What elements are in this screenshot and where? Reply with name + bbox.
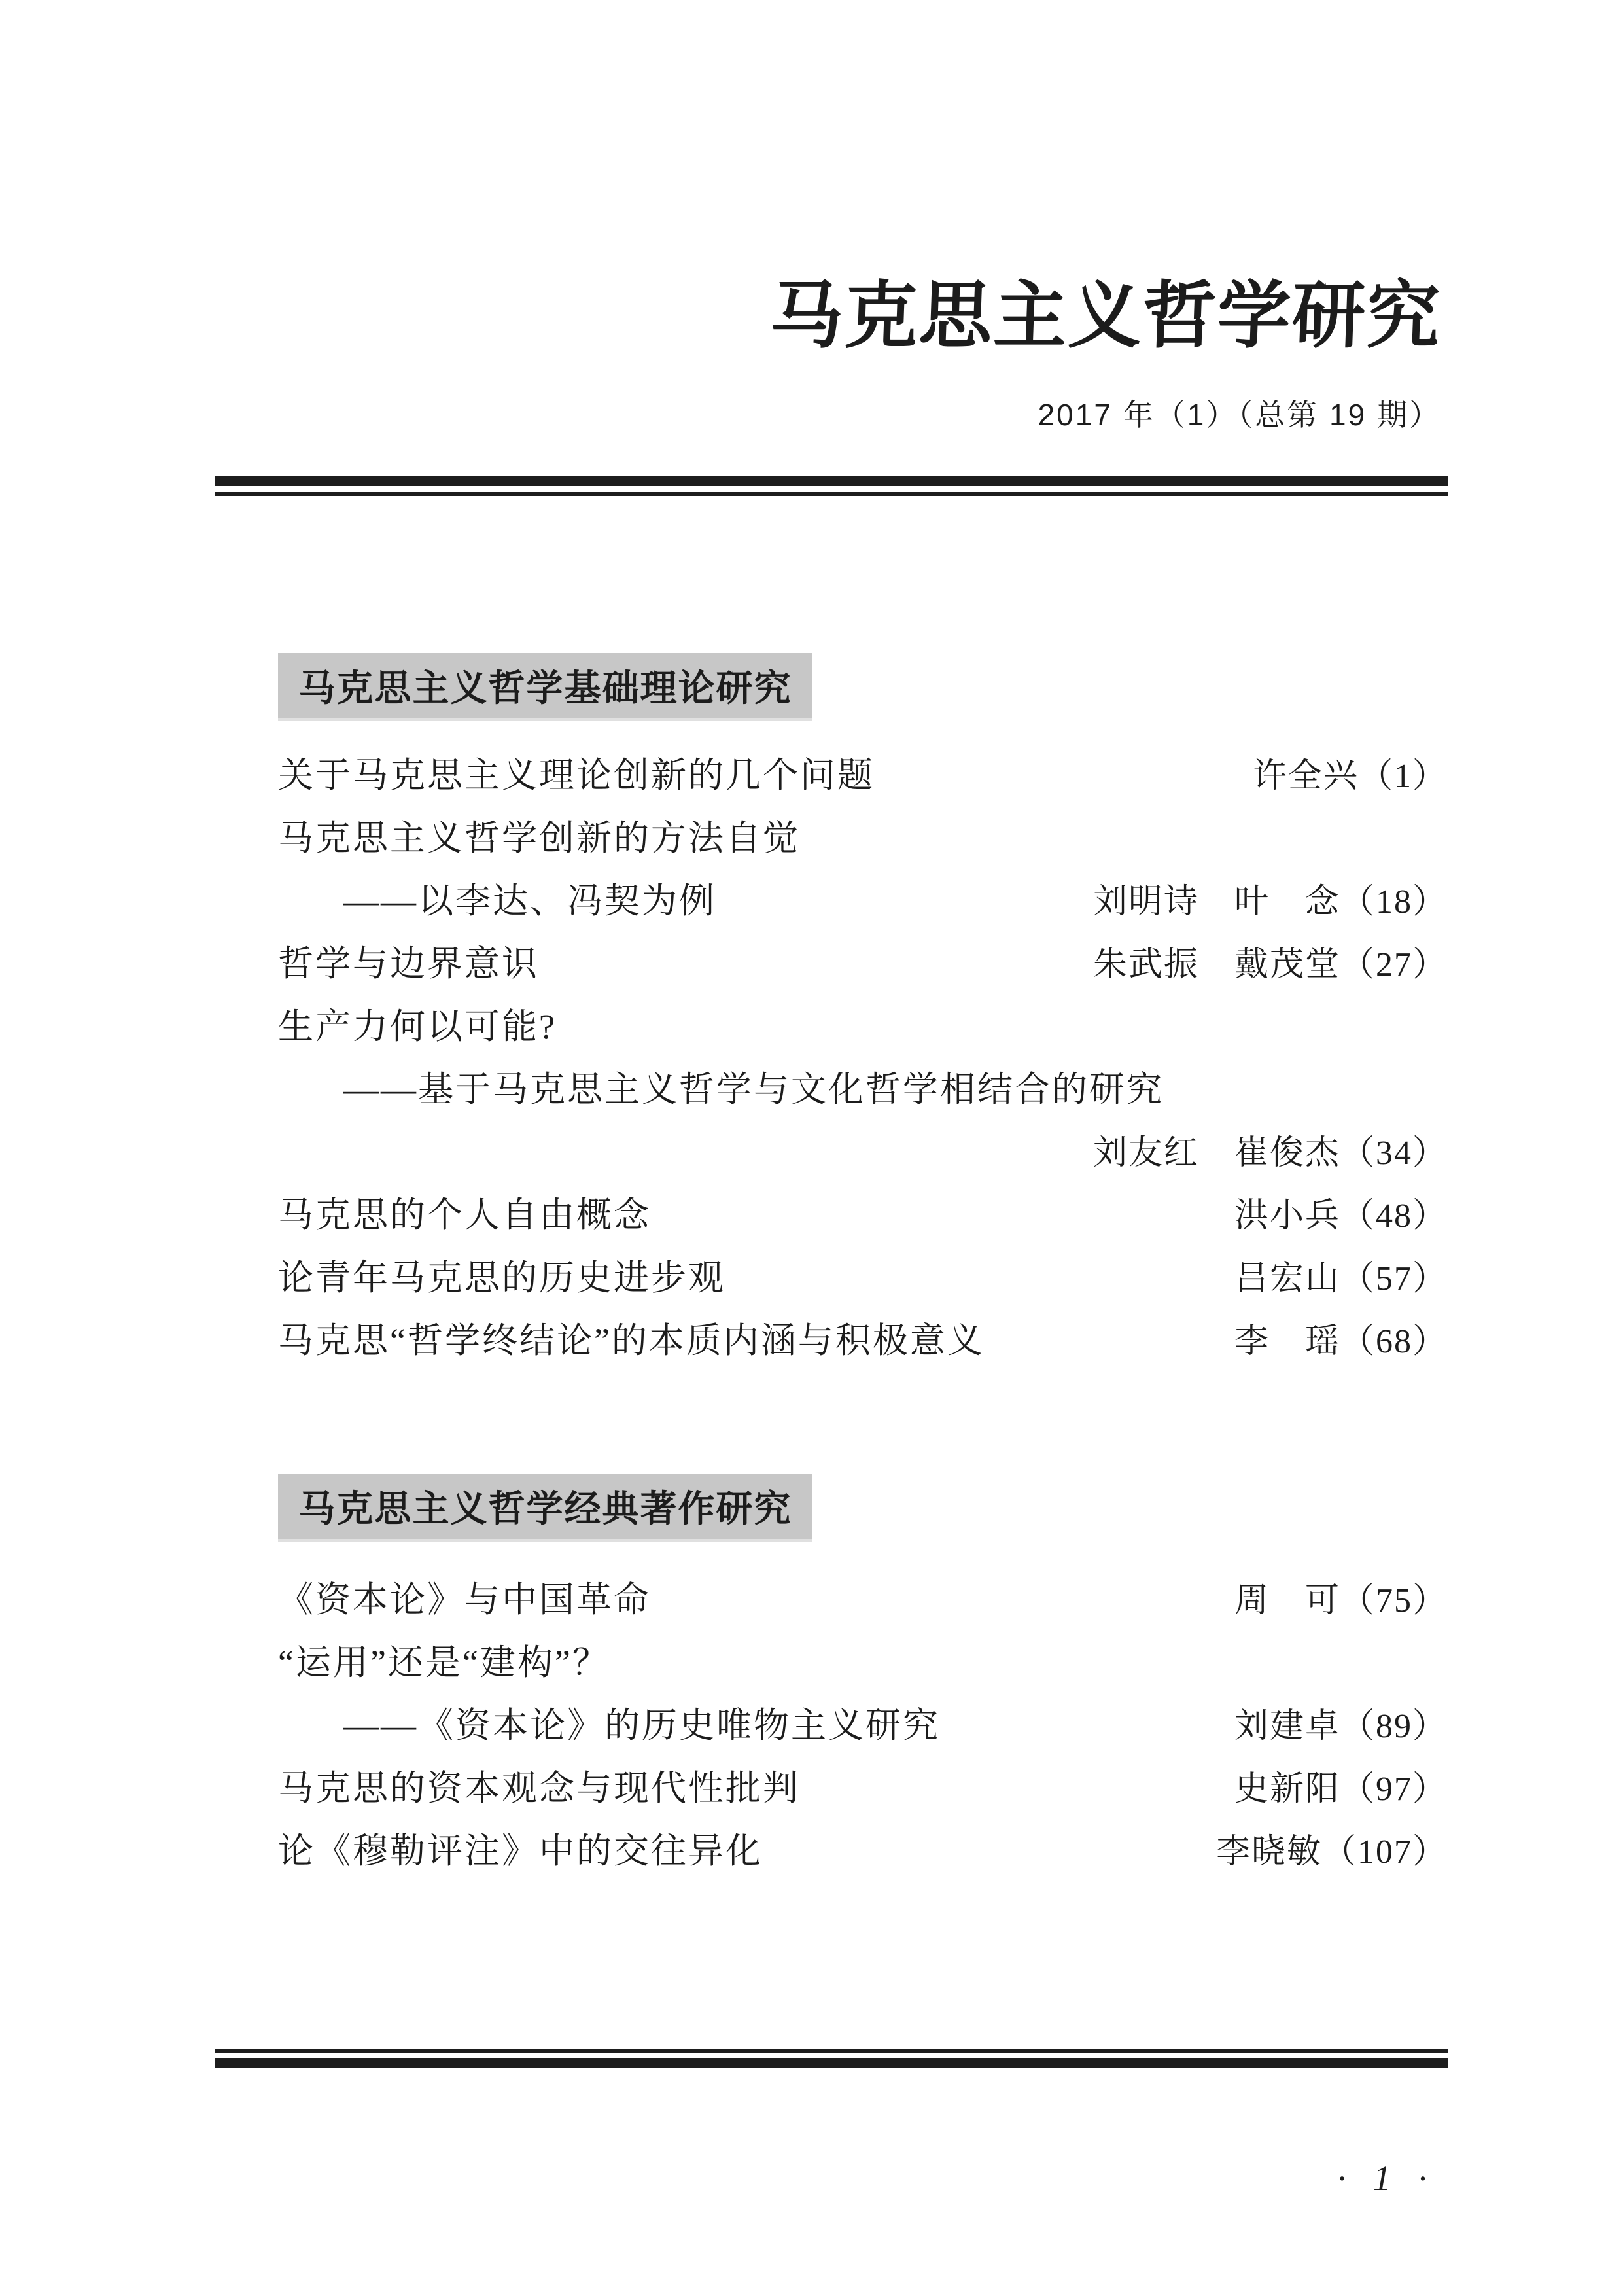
toc-entry-title: 马克思主义哲学创新的方法自觉 [278,818,800,858]
rule-thin-bar [215,492,1448,496]
toc-row [278,1243,1448,1306]
toc-entry-title: ——《资本论》的历史唯物主义研究 [343,1705,940,1745]
toc-entry-title: 马克思的个人自由概念 [278,1195,651,1235]
toc-entry-title: 马克思的资本观念与现代性批判 [278,1768,800,1808]
toc-entry-title: 《资本论》与中国革命 [278,1580,651,1619]
toc-row [278,1816,1448,1879]
toc-row [278,866,1448,929]
toc-entry-authors: 洪小兵（48） [1234,1197,1448,1235]
double-rule-top [215,476,1448,496]
toc-entry-title: 论青年马克思的历史进步观 [278,1258,725,1298]
toc-entry-title: ——基于马克思主义哲学与文化哲学相结合的研究 [343,1069,1164,1109]
toc-entry-authors: 史新阳（97） [1234,1770,1448,1808]
toc-list [278,741,1448,1369]
section-heading-label: 马克思主义哲学基础理论研究 [298,667,792,709]
toc-entry-title: 论《穆勒评注》中的交往异化 [278,1831,763,1871]
toc-entry-title: “运用”还是“建构”？ [278,1642,610,1682]
page-number: · 1 · [1337,2159,1436,2198]
toc-entry-title: 生产力何以可能? [278,1006,557,1046]
toc-entry-authors: 许全兴（1） [1252,757,1448,795]
masthead [770,267,1441,433]
toc-entry-authors: 李 瑶（68） [1234,1322,1448,1360]
toc-section-1 [278,653,1448,1369]
toc-entry-authors: 朱武振 戴茂堂（27） [1092,945,1448,983]
toc-entry-title: 关于马克思主义理论创新的几个问题 [278,755,875,795]
toc-entry-authors: 李晓敏（107） [1215,1833,1448,1871]
toc-entry-authors: 刘明诗 叶 念（18） [1092,883,1448,921]
toc-row [278,1628,1448,1691]
toc-entry-title: 哲学与边界意识 [278,944,539,983]
section-heading [278,653,812,718]
toc-row [278,1055,1448,1118]
toc-row [278,992,1448,1055]
rule-gap [215,2053,1448,2058]
toc-entry-authors: 刘友红 崔俊杰（34） [1092,1134,1448,1172]
issue-info: 2017 年（1）（总第 19 期） [1038,398,1441,432]
toc-list [278,1565,1448,1879]
toc-row [278,741,1448,804]
rule-thick-bar [215,2058,1448,2068]
toc-row [278,1754,1448,1816]
section-heading [278,1474,812,1539]
double-rule-bottom [215,2049,1448,2068]
journal-title: 马克思主义哲学研究 [768,273,1443,359]
toc-entry-title: ——以李达、冯契为例 [343,881,716,921]
toc-entry-authors: 周 可（75） [1234,1581,1448,1619]
table-of-contents [278,653,1448,1879]
toc-row [278,929,1448,992]
toc-row [278,1691,1448,1754]
section-heading-label: 马克思主义哲学经典著作研究 [298,1488,792,1529]
toc-row [278,1565,1448,1628]
toc-entry-authors: 刘建卓（89） [1234,1707,1448,1745]
toc-entry-title: 马克思“哲学终结论”的本质内涵与积极意义 [278,1320,985,1360]
toc-section-2 [278,1474,1448,1879]
rule-gap [215,486,1448,492]
toc-row [278,1118,1448,1180]
rule-thick-bar [215,476,1448,486]
toc-row [278,1180,1448,1243]
toc-row [278,804,1448,866]
toc-entry-authors: 吕宏山（57） [1234,1260,1448,1298]
toc-row [278,1306,1448,1369]
